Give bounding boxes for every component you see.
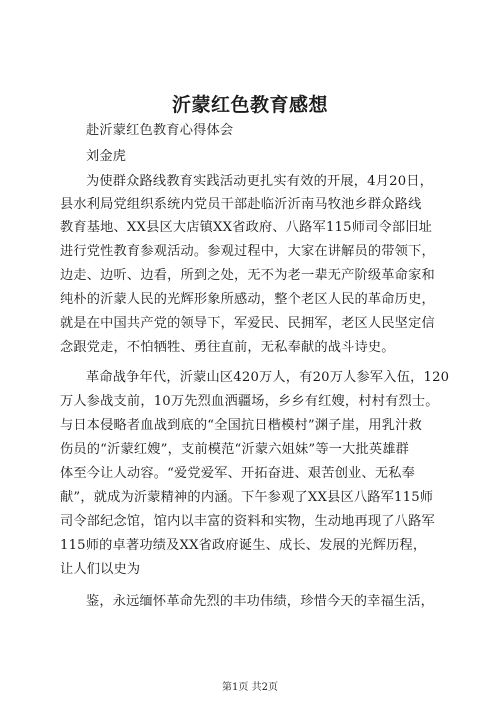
body-line: 鉴，永远缅怀革命先烈的丰功伟绩，珍惜今天的幸福生活， bbox=[86, 594, 435, 609]
body-line: 体至今让人动容。“爱党爱军、开拓奋进、艰苦创业、无私奉 bbox=[60, 466, 416, 481]
body-line: 让人们以史为 bbox=[60, 562, 141, 577]
body-line: 县水利局党组织系统内党员干部赴临沂沂南马牧池乡群众路线 bbox=[60, 197, 422, 212]
document-title: 沂蒙红色教育感想 bbox=[171, 94, 328, 116]
body-line: 革命战争年代，沂蒙山区420万人，有20万人参军入伍，120 bbox=[86, 370, 450, 385]
body-line: 献”，就成为沂蒙精神的内涵。下午参观了XX县区八路军115师 bbox=[60, 490, 434, 505]
body-line: 万人参战支前，10万先烈血洒疆场，乡乡有红嫂，村村有烈士。 bbox=[60, 394, 439, 409]
author: 刘金虎 bbox=[86, 149, 127, 164]
body-line: 司令部纪念馆，馆内以丰富的资料和实物，生动地再现了八路军 bbox=[60, 514, 435, 529]
subtitle: 赴沂蒙红色教育心得体会 bbox=[86, 123, 234, 138]
body-line: 115师的卓著功绩及XX省政府诞生、成长、发展的光辉历程， bbox=[60, 538, 427, 553]
body-line: 纯朴的沂蒙人民的光辉形象所感动，整个老区人民的革命历史， bbox=[60, 292, 435, 307]
body-line: 伤员的“沂蒙红嫂”，支前模范“沂蒙六姐妹”等一大批英雄群 bbox=[60, 442, 410, 457]
body-line: 进行党性教育参观活动。参观过程中，大家在讲解员的带领下， bbox=[60, 244, 435, 259]
body-line: 为使群众路线教育实践活动更扎实有效的开展，4月20日， bbox=[86, 174, 434, 189]
page-number: 第1页 共2页 bbox=[222, 682, 278, 693]
body-line: 教育基地、XX县区大店镇XX省政府、八路军115师司令部旧址 bbox=[60, 220, 433, 235]
body-line: 念跟党走，不怕牺牲、勇往直前，无私奉献的战斗诗史。 bbox=[60, 340, 395, 355]
body-line: 与日本侵略者血战到底的“全国抗日楷模村”渊子崖，用乳汁救 bbox=[60, 418, 422, 433]
body-line: 边走、边听、边看，所到之处，无不为老一辈无产阶级革命家和 bbox=[60, 268, 435, 283]
body-line: 就是在中国共产党的领导下，军爱民、民拥军，老区人民坚定信 bbox=[60, 316, 435, 331]
